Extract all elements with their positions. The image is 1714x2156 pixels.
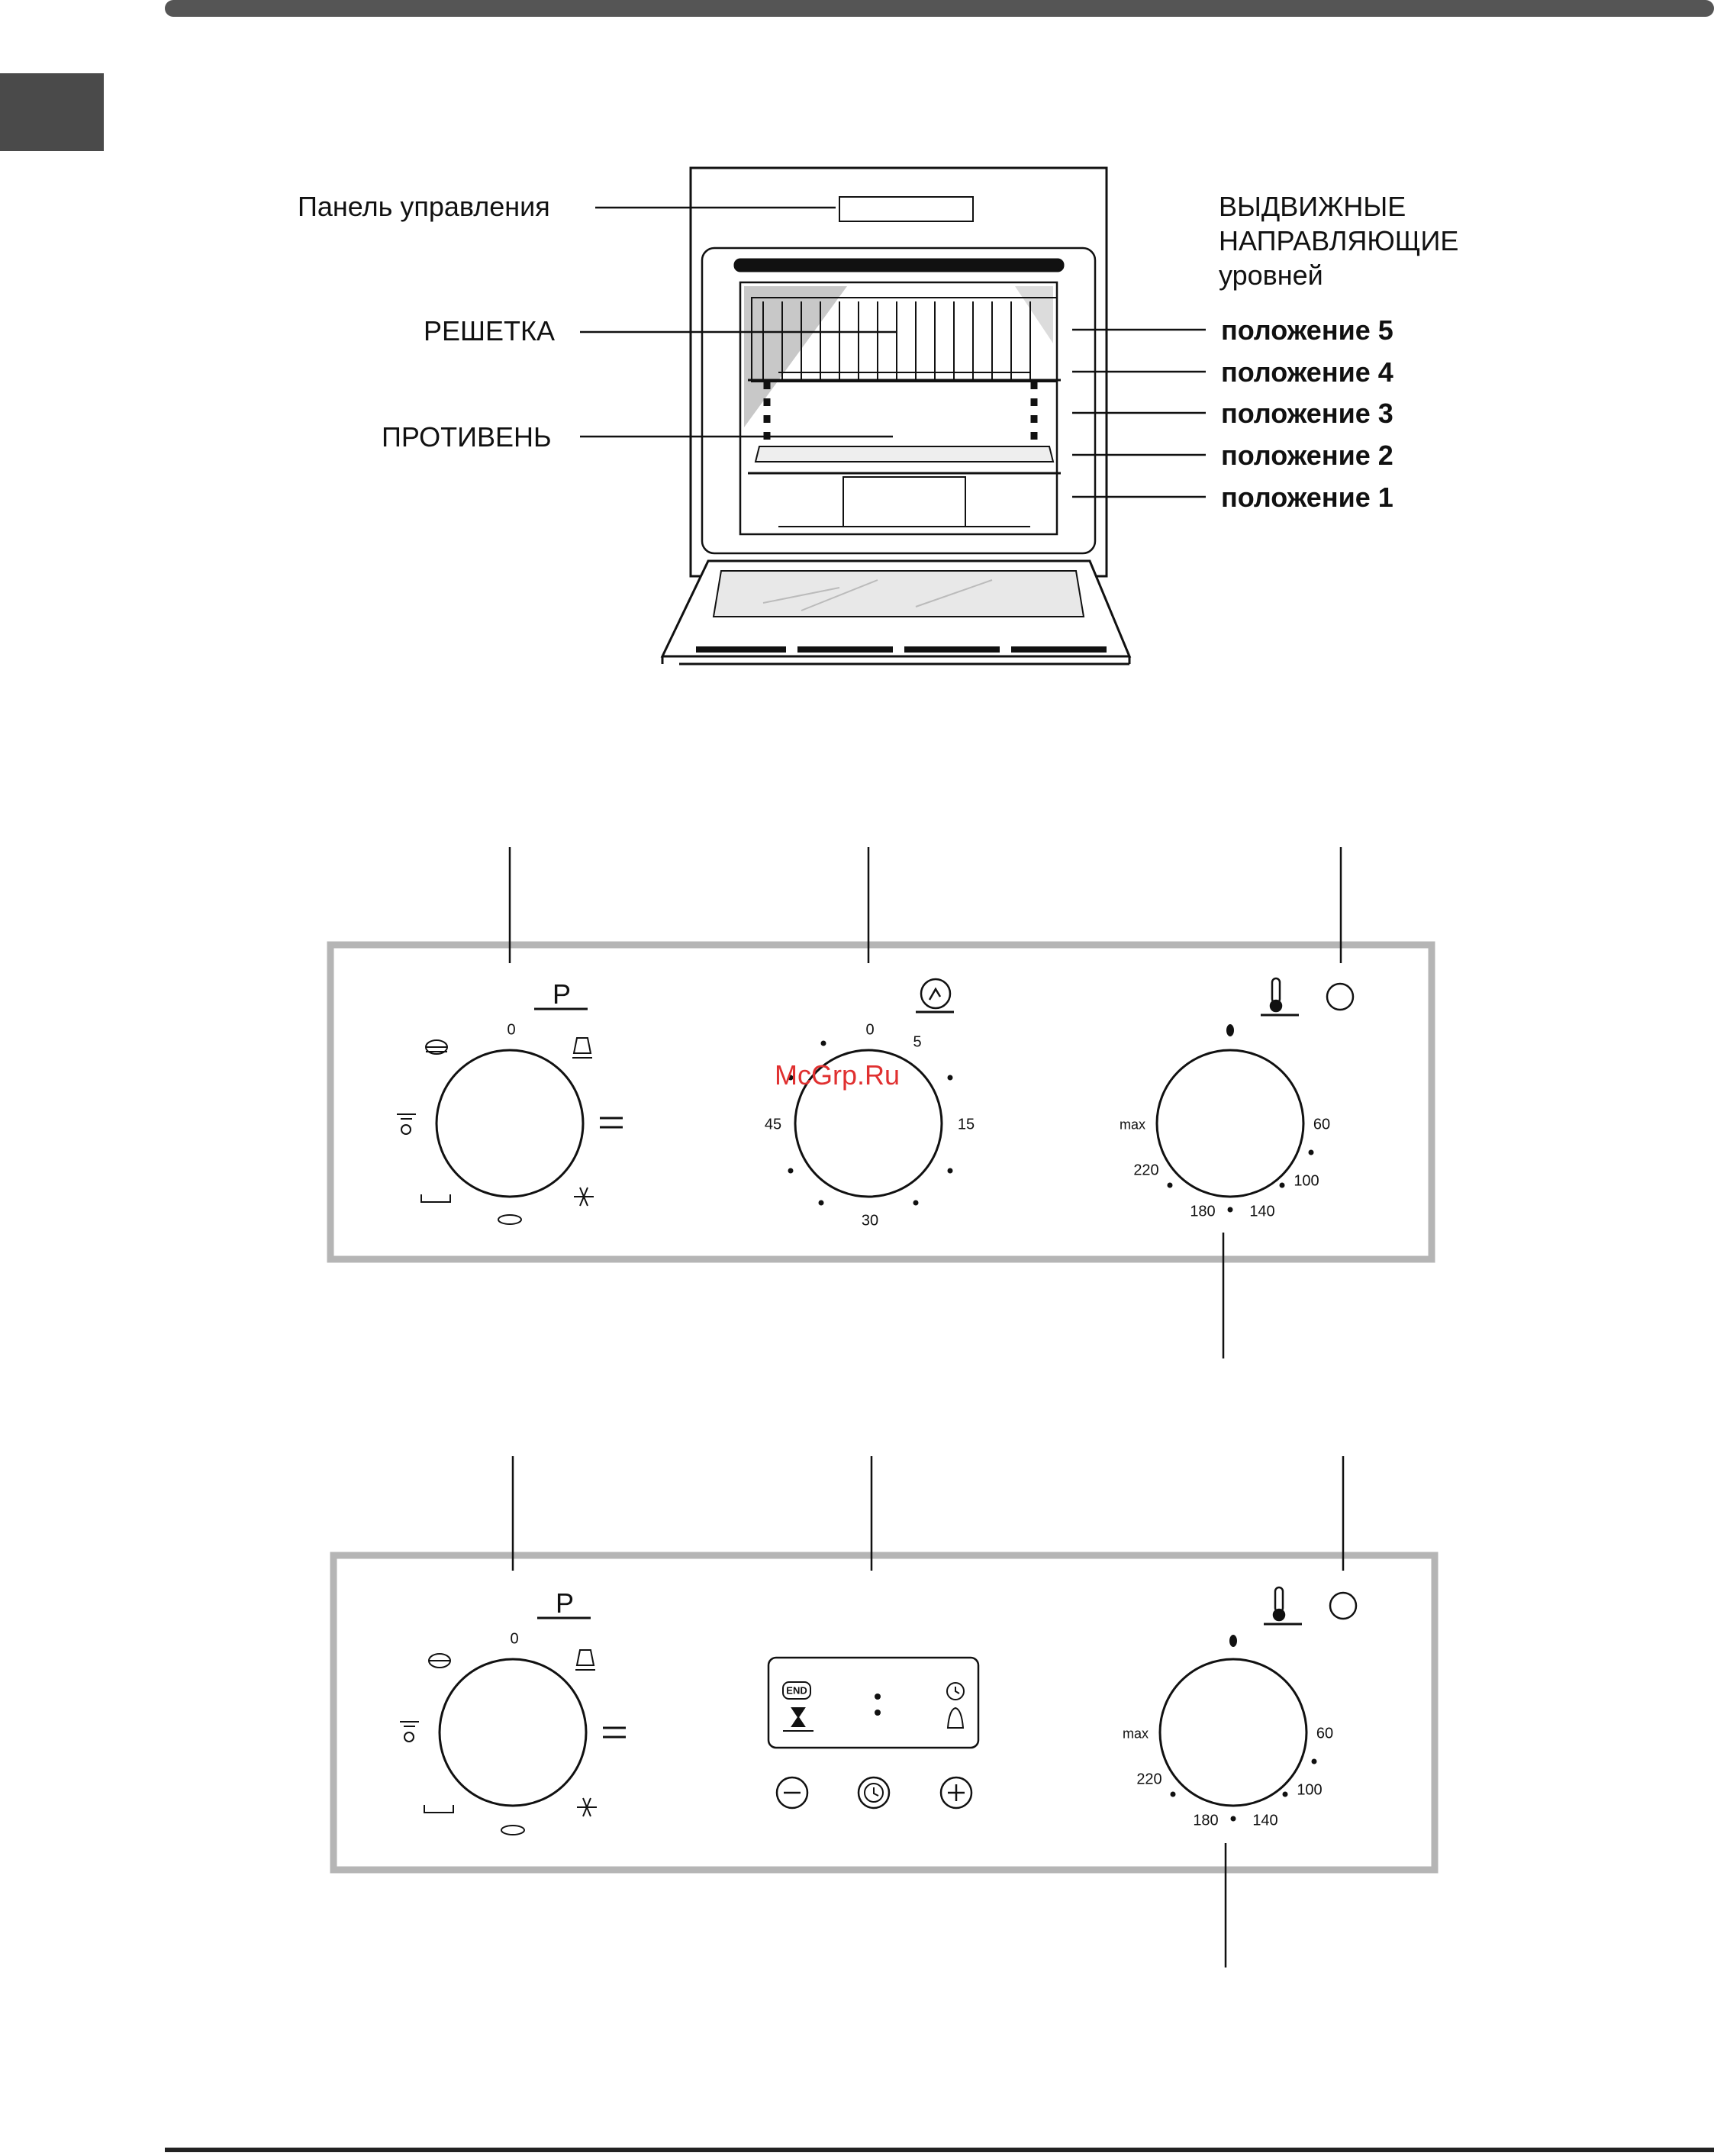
rails-title-2: НАПРАВЛЯЮЩИЕ — [1219, 225, 1459, 256]
timer-tick-5: 5 — [913, 1033, 922, 1051]
fan-icon — [400, 1722, 419, 1742]
selector-knob-1[interactable] — [437, 1050, 583, 1197]
selector-zero-1: 0 — [507, 1021, 516, 1039]
program-symbol-1: P — [553, 978, 572, 1010]
thermo-tick-60: 60 — [1313, 1116, 1331, 1133]
program-symbol-2: P — [556, 1587, 575, 1619]
timer-tick-0: 0 — [865, 1021, 875, 1039]
position-4-label: положение 4 — [1221, 356, 1393, 388]
header-bar — [165, 0, 1714, 17]
defrost-icon — [574, 1188, 594, 1206]
selector-knob-2[interactable] — [440, 1659, 586, 1806]
oven-illustration — [662, 168, 1129, 664]
position-3-label: положение 3 — [1221, 398, 1393, 429]
thermo-tick-max: max — [1119, 1117, 1146, 1133]
thermo-tick-180: 180 — [1190, 1203, 1216, 1220]
panel-2 — [333, 1456, 1435, 1967]
grill-label: РЕШЕТКА — [424, 315, 556, 346]
selector-zero-2: 0 — [510, 1630, 519, 1648]
thermometer-icon — [1264, 1587, 1302, 1624]
thermo2-tick-140: 140 — [1252, 1812, 1278, 1829]
timer-tick-30: 30 — [861, 1212, 879, 1229]
plus-button[interactable] — [941, 1777, 971, 1808]
bottom-heat-icon — [421, 1194, 450, 1202]
tray-label: ПРОТИВЕНЬ — [382, 421, 552, 453]
position-2-label: положение 2 — [1221, 440, 1393, 471]
control-panel-label: Панель управления — [298, 191, 550, 222]
thermo2-tick-100: 100 — [1297, 1781, 1323, 1799]
watermark: McGrp.Ru — [775, 1059, 900, 1091]
timer-icon — [916, 979, 954, 1012]
thermostat-marker — [1229, 1635, 1237, 1647]
thermostat-marker — [1226, 1024, 1234, 1036]
panel-1 — [330, 847, 1432, 1358]
position-5-label: положение 5 — [1221, 314, 1393, 346]
thermo2-tick-max: max — [1122, 1726, 1149, 1742]
defrost-icon — [577, 1798, 597, 1816]
clock-button[interactable] — [859, 1777, 889, 1808]
thermo-tick-220: 220 — [1133, 1162, 1159, 1179]
rails-title-1: ВЫДВИЖНЫЕ — [1219, 191, 1406, 222]
thermostat-knob-2[interactable] — [1160, 1659, 1306, 1806]
indicator-light-2 — [1330, 1593, 1356, 1619]
pizza-icon — [501, 1826, 524, 1835]
thermo2-tick-180: 180 — [1193, 1812, 1219, 1829]
rails-title-3: уровней — [1219, 259, 1323, 291]
pizza-stack-icon — [429, 1654, 450, 1668]
footer-line — [165, 2148, 1714, 2152]
bottom-heat-icon — [424, 1805, 453, 1813]
fan-icon — [397, 1114, 416, 1134]
page-tab — [0, 73, 104, 151]
minus-button[interactable] — [777, 1777, 807, 1808]
timer-tick-15: 15 — [957, 1116, 975, 1133]
thermo2-tick-60: 60 — [1316, 1725, 1334, 1742]
thermo-tick-100: 100 — [1294, 1172, 1319, 1190]
lamp-icon — [572, 1038, 592, 1058]
timer-display — [768, 1658, 978, 1748]
thermo2-tick-220: 220 — [1136, 1771, 1162, 1788]
indicator-light-1 — [1327, 984, 1353, 1010]
lamp-icon — [575, 1650, 595, 1670]
pizza-icon — [498, 1215, 521, 1224]
timer-tick-45: 45 — [764, 1116, 782, 1133]
position-1-label: положение 1 — [1221, 482, 1393, 513]
thermometer-icon — [1261, 978, 1299, 1015]
thermostat-knob-1[interactable] — [1157, 1050, 1303, 1197]
display-end-label: END — [786, 1684, 807, 1697]
thermo-tick-140: 140 — [1249, 1203, 1275, 1220]
pizza-stack-icon — [426, 1040, 447, 1054]
